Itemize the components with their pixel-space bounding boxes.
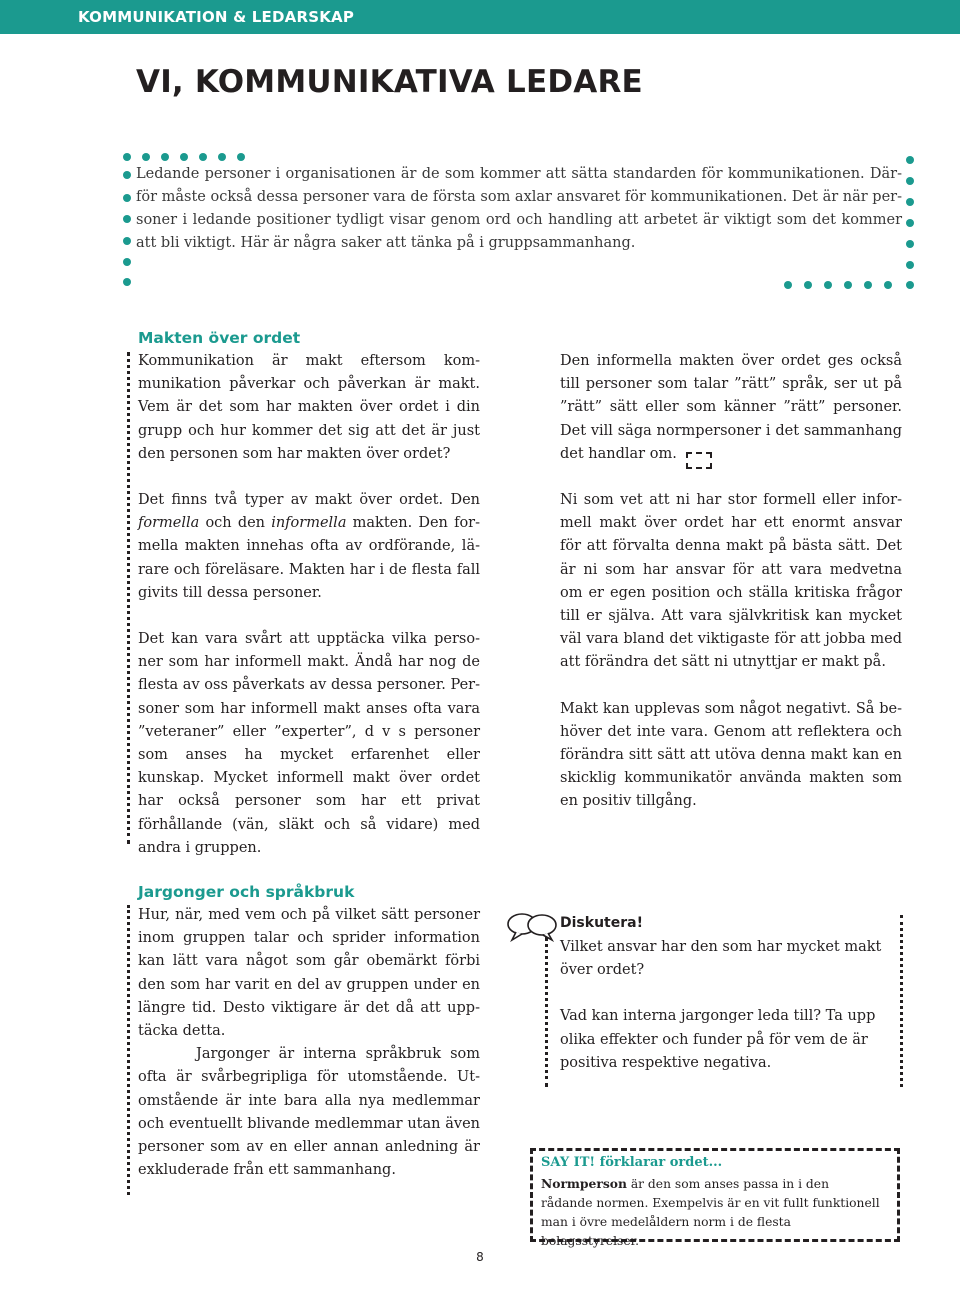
makten-column [138,350,480,860]
diskutera-right-dotted-rule [900,915,906,1087]
makten-paragraph-3: Det kan vara svårt att upptäcka vilka perso-ner som har informell makt. Ändå har nog de flesta av oss påverkats av dessa personer. Per-soner som har informell makt anses ofta vara ”veteraner” eller ”experter”, d v s personer som anses ha mycket erfarenhet eller kunskap. Mycket informell makt över ordet har också personer som har ett privat förhållande (vän, släkt och så vidare) med andra i gruppen. [138,631,480,856]
dashed-box-icon [686,452,712,469]
say-it-heading: SAY IT! förklarar ordet... [541,1155,723,1170]
say-it-definition: Normperson är den som anses passa in i den rådande normen. Exempelvis är en vit fullt funktionell man i övre medelåldern norm i de flesta bolagsstyrelser. [541,1176,880,1248]
makten-paragraph-2: Det finns två typer av makt över ordet. Den formella och den informella makten. Den for-mella makten innehas ofta av ordförande, lä-rare och föreläsare. Makten har i de flesta fall givits till dessa personer. [138,492,481,601]
jargonger-paragraph-2: Jargonger är interna språkbruk som ofta är svårbegripliga för utomstående. Ut-omstående är inte bara alla nya medlemmar och eventuellt blivande medlemmar utan även personer som av en eller annan anledning är exkluderade från ett sammanhang. [138,1046,480,1179]
makten-heading: Makten över ordet [138,329,301,347]
top-banner [0,0,960,34]
page-number: 8 [476,1250,484,1264]
jargonger-paragraph-1: Hur, när, med vem och på vilket sätt personer inom gruppen talar och sprider information kan lätt vara något som går obemärkt förbi den som har varit en del av gruppen under en längre tid. Desto viktigare är det då att upp-täcka detta. [138,907,480,1040]
right-paragraph-2: Ni som vet att ni har stor formell eller infor-mell makt över ordet har ett enormt ansvar för att förvalta denna makt på bästa sätt. Det är ni som har ansvar för att vara medvetna om er egen position och ställa kritiska frågor till er själva. Att vara självkritisk kan mycket väl vara bland det viktigaste för att jobba med att förändra det sätt ni utnyttjar er makt på. [560,492,902,671]
diskutera-question-1: Vilket ansvar har den som har mycket makt över ordet? [560,939,882,979]
jargonger-dotted-rule [127,905,133,1195]
section-label: KOMMUNIKATION & LEDARSKAP [78,8,355,26]
jargonger-column [138,904,480,1182]
diskutera-question-2: Vad kan interna jargonger leda till? Ta upp olika effekter och funder på för vem de är positiva respektive negativa. [560,1008,876,1071]
diskutera-heading: Diskutera! [560,915,643,931]
diskutera-left-dotted-rule [545,937,551,1087]
say-it-term: Normperson [541,1176,627,1191]
makten-dotted-rule [127,352,133,844]
jargonger-heading: Jargonger och språkbruk [138,883,355,901]
diskutera-column [560,936,895,1075]
right-paragraph-3: Makt kan upplevas som något negativt. Så be-höver det inte vara. Genom att reflektera och förändra sitt sätt att utöva denna makt kan en skicklig kommunikatör använda makten som en positiv tillgång. [560,700,902,810]
right-column [560,350,902,814]
page-title: VI, KOMMUNIKATIVA LEDARE [136,64,643,100]
intro-text: Ledande personer i organisationen är de som kommer att sätta standarden för kommunikationen. Där-för måste också dessa personer vara de första som axlar ansvaret för kommunikationen. Det är när per-soner i ledande positioner tydligt visar genom ord och handling att arbetet är viktigt som det kommer att bli viktigt. Här är några saker att tänka på i gruppsammanhang. [136,166,902,251]
right-paragraph-1: Den informella makten över ordet ges också till personer som talar ”rätt” språk, ser ut på ”rätt” sätt eller som känner ”rätt” personer. Det vill säga normpersoner i det sammanhang det handlar om. [560,353,902,462]
makten-paragraph-1: Kommunikation är makt eftersom kom-munikation påverkar och påverkan är makt. Vem är det som har makten över ordet i din grupp och hur kommer det sig att det är just den personen som har makten över ordet? [138,353,480,462]
